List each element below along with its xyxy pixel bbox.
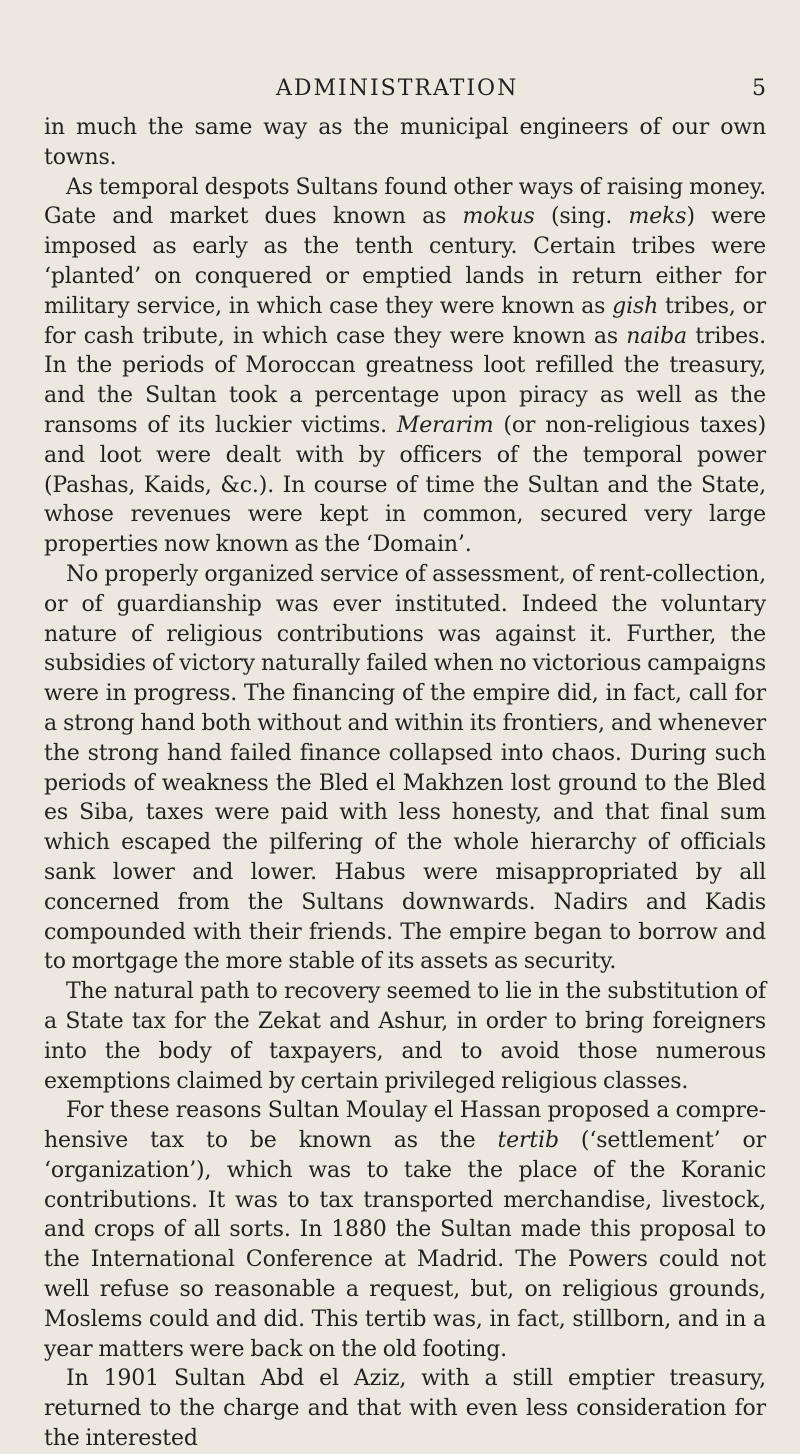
paragraph xyxy=(44,560,766,977)
text-run: The natural path to recovery seemed to lie in the substitution of a State tax for the Zekat and Ashur, in order to bring foreigners into the body of taxpayers, and to avoid those numerous exemptions claimed by certain privileged religious classes. xyxy=(44,979,766,1094)
italic-term: naiba xyxy=(626,323,687,349)
running-title: ADMINISTRATION xyxy=(276,76,519,101)
body-text xyxy=(44,113,766,1454)
text-run: In 1901 Sultan Abd el Aziz, with a still emptier treasury, returned to the charge and that with even less consideration for the interested xyxy=(44,1366,766,1452)
text-run: (or non-religious taxes) and loot were dealt with by officers of the temporal power (Pashas, Kaids, &c.). In course of time the Sultan and the State, whose revenues were kept in common, secured very large properties now known as the ‘Domain’. xyxy=(44,412,767,558)
paragraph xyxy=(44,113,766,173)
text-run: For these reasons Sultan Moulay el Hassan proposed a compre-hensive tax to be known as the xyxy=(44,1098,766,1154)
paragraph xyxy=(44,1096,766,1364)
italic-term: gish xyxy=(612,293,659,319)
italic-term: mokus xyxy=(462,204,535,230)
paragraph xyxy=(44,173,766,560)
running-head xyxy=(44,76,766,110)
text-run: As temporal despots Sultans found other ways of raising money. Gate and market dues known as xyxy=(44,174,766,230)
text-run: (‘settlement’ or ‘organization’), which was to take the place of the Koranic contributions. It was to tax transported merchandise, livestock, and crops of all sorts. In 1880 the Sultan made this proposal to the International Conference at Madrid. The Powers could not well refuse so reasonable a request, but, on religious grounds, Moslems could and did. This tertib was, in fact, stillborn, and in a year matters were back on the old footing. xyxy=(44,1128,766,1362)
italic-term: tertib xyxy=(497,1128,559,1154)
italic-term: Merarim xyxy=(396,412,494,438)
text-run: (sing. xyxy=(534,204,629,230)
paragraph xyxy=(44,1364,766,1453)
text-run: in much the same way as the municipal engineers of our own towns. xyxy=(44,115,766,170)
text-run: No properly organized service of assessment, of rent-collection, or of guardianship was ever instituted. Indeed the voluntary nature of religious contributions was against it. Further, the subsidies of victory naturally failed when no victorious campaigns were in progress. The financing of the empire did, in fact, call for a strong hand both without and within its frontiers, and whenever the strong hand failed finance collapsed into chaos. During such periods of weakness the Bled el Makhzen lost ground to the Bled es Siba, taxes were paid with less honesty, and that final sum which escaped the pilfering of the whole hierarchy of officials sank lower and lower. Habus were misappropriated by all concerned from the Sultans downwards. Nadirs and Kadis compounded with their friends. The empire began to borrow and to mortgage the more stable of its assets as security. xyxy=(44,561,766,975)
paragraph xyxy=(44,977,766,1096)
text-run: tribes. In the periods of Moroccan greatness loot refilled the treasury, and the Sultan took a percentage upon piracy as well as the ransoms of its luckier victims. xyxy=(44,323,766,438)
text-run: tribes, or for cash tribute, in which case they were known as xyxy=(44,293,766,349)
italic-term: meks xyxy=(628,204,687,230)
page-number: 5 xyxy=(752,76,766,101)
text-run: ) were imposed as early as the tenth century. Certain tribes were ‘planted’ on conquered or emptied lands in return either for military service, in which case they were known as xyxy=(44,204,766,319)
